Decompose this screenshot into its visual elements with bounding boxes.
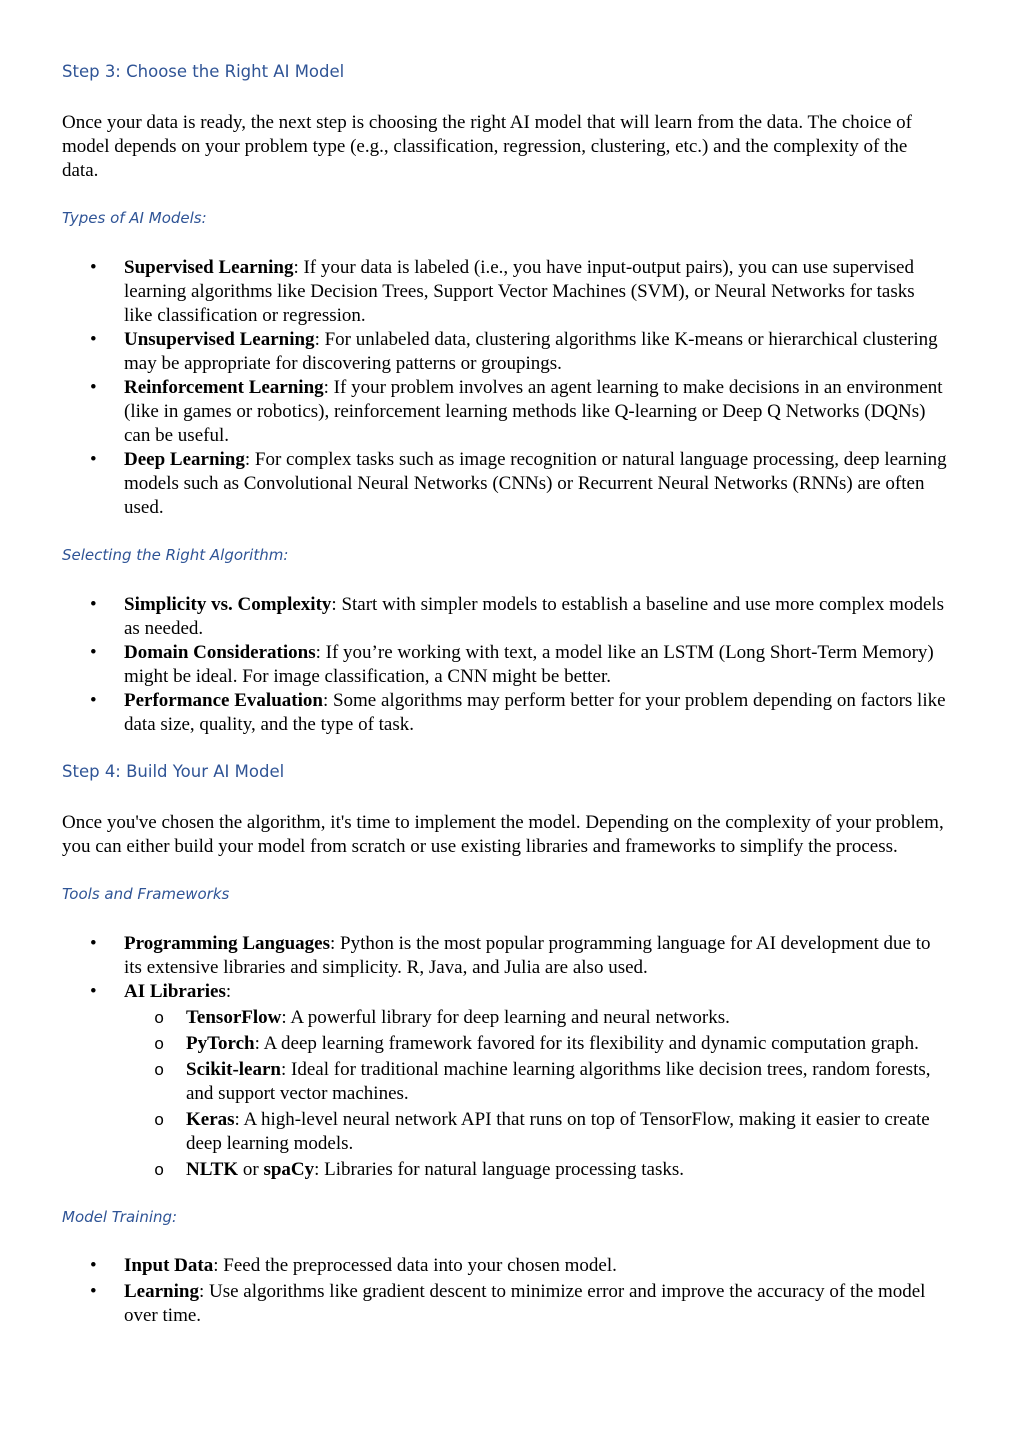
sub-bullet: o <box>154 1036 165 1055</box>
item-connector: or <box>238 1159 264 1180</box>
types-list <box>62 256 947 520</box>
item-text: : A powerful library for deep learning and neural networks. <box>281 1007 730 1028</box>
item-text: : A deep learning framework favored for its flexibility and dynamic computation graph. <box>254 1033 919 1054</box>
bullet: • <box>90 690 97 711</box>
item-term: Simplicity vs. Complexity <box>124 594 332 615</box>
item-term: Programming Languages <box>124 933 331 954</box>
list-item <box>62 1280 947 1328</box>
sub-bullet: o <box>154 1010 165 1029</box>
item-text: : Ideal for traditional machine learning algorithms like decision trees, random forests, and support vector machines. <box>186 1059 931 1104</box>
document-page <box>62 60 947 1328</box>
list-item <box>62 593 947 641</box>
training-list <box>62 1254 947 1328</box>
bullet: • <box>90 981 97 1002</box>
bullet: • <box>90 329 97 350</box>
bullet: • <box>90 1255 97 1276</box>
item-text: : For unlabeled data, clustering algorithms like K-means or hierarchical clustering may be appropriate for discovering patterns or groupings. <box>124 329 938 374</box>
item-term: AI Libraries <box>124 981 226 1002</box>
select-list <box>62 593 947 737</box>
tools-list <box>62 932 947 1182</box>
list-item <box>62 689 947 737</box>
item-term: Deep Learning <box>124 449 245 470</box>
item-text: : Libraries for natural language processing tasks. <box>314 1159 684 1180</box>
item-text: : If your problem involves an agent learning to make decisions in an environment (like in games or robotics), reinforcement learning methods like Q-learning or Deep Q Networks (DQNs) can be useful. <box>124 377 943 446</box>
list-item <box>62 328 947 376</box>
bullet: • <box>90 1281 97 1302</box>
item-text: : For complex tasks such as image recognition or natural language processing, deep learning models such as Convolutional Neural Networks (CNNs) or Recurrent Neural Networks (RNNs) are often used. <box>124 449 947 518</box>
item-text: : Feed the preprocessed data into your chosen model. <box>213 1255 617 1276</box>
sublist-item <box>124 1108 947 1156</box>
tools-heading: Tools and Frameworks <box>62 885 230 903</box>
sublist-item <box>124 1158 947 1182</box>
bullet: • <box>90 257 97 278</box>
item-term: Supervised Learning <box>124 257 294 278</box>
sub-bullet: o <box>154 1162 165 1181</box>
item-term: Scikit-learn <box>186 1059 281 1080</box>
select-heading: Selecting the Right Algorithm: <box>62 546 289 564</box>
types-heading: Types of AI Models: <box>62 209 207 227</box>
item-term: Input Data <box>124 1255 214 1276</box>
item-term: Learning <box>124 1281 199 1302</box>
item-term: Performance Evaluation <box>124 690 323 711</box>
bullet: • <box>90 594 97 615</box>
item-term: Reinforcement Learning <box>124 377 324 398</box>
list-item <box>62 1254 947 1278</box>
item-term: Domain Considerations <box>124 642 316 663</box>
list-item <box>62 641 947 689</box>
item-text: : Some algorithms may perform better for your problem depending on factors like data size, quality, and the type of task. <box>124 690 946 735</box>
item-text: : Start with simpler models to establish a baseline and use more complex models as needed. <box>124 594 945 639</box>
sublist-item <box>124 1058 947 1106</box>
bullet: • <box>90 933 97 954</box>
sub-bullet: o <box>154 1112 165 1131</box>
item-text: : <box>225 981 232 1002</box>
bullet: • <box>90 377 97 398</box>
item-text: : If you’re working with text, a model like an LSTM (Long Short-Term Memory) might be ideal. For image classification, a CNN might be better. <box>124 642 934 687</box>
list-item <box>62 256 947 328</box>
libraries-sublist <box>124 1006 947 1182</box>
item-text: : If your data is labeled (i.e., you have input-output pairs), you can use supervised learning algorithms like Decision Trees, Support Vector Machines (SVM), or Neural Networks for tasks like classification or regression. <box>124 257 915 326</box>
item-text: : Python is the most popular programming language for AI development due to its extensive libraries and simplicity. R, Java, and Julia are also used. <box>124 933 931 978</box>
sub-bullet: o <box>154 1062 165 1081</box>
step3-heading: Step 3: Choose the Right AI Model <box>62 62 345 81</box>
list-item <box>62 980 947 1182</box>
list-item <box>62 932 947 980</box>
item-text: : A high-level neural network API that runs on top of TensorFlow, making it easier to create deep learning models. <box>186 1109 930 1154</box>
sublist-item <box>124 1032 947 1056</box>
list-item <box>62 376 947 448</box>
step3-intro: Once your data is ready, the next step is choosing the right AI model that will learn from the data. The choice of model depends on your problem type (e.g., classification, regression, clustering, etc.) and the complexity of the data. <box>62 112 912 181</box>
bullet: • <box>90 449 97 470</box>
step4-intro: Once you've chosen the algorithm, it's time to implement the model. Depending on the complexity of your problem, you can either build your model from scratch or use existing libraries and frameworks to simplify the process. <box>62 812 944 857</box>
sublist-item <box>124 1006 947 1030</box>
item-term: Unsupervised Learning <box>124 329 315 350</box>
training-heading: Model Training: <box>62 1208 178 1226</box>
item-term: Keras <box>186 1109 235 1130</box>
item-term: spaCy <box>263 1159 315 1180</box>
step4-heading: Step 4: Build Your AI Model <box>62 762 285 781</box>
item-term: PyTorch <box>186 1033 255 1054</box>
list-item <box>62 448 947 520</box>
item-term: NLTK <box>186 1159 239 1180</box>
item-term: TensorFlow <box>186 1007 282 1028</box>
bullet: • <box>90 642 97 663</box>
item-text: : Use algorithms like gradient descent to minimize error and improve the accuracy of the model over time. <box>124 1281 926 1326</box>
